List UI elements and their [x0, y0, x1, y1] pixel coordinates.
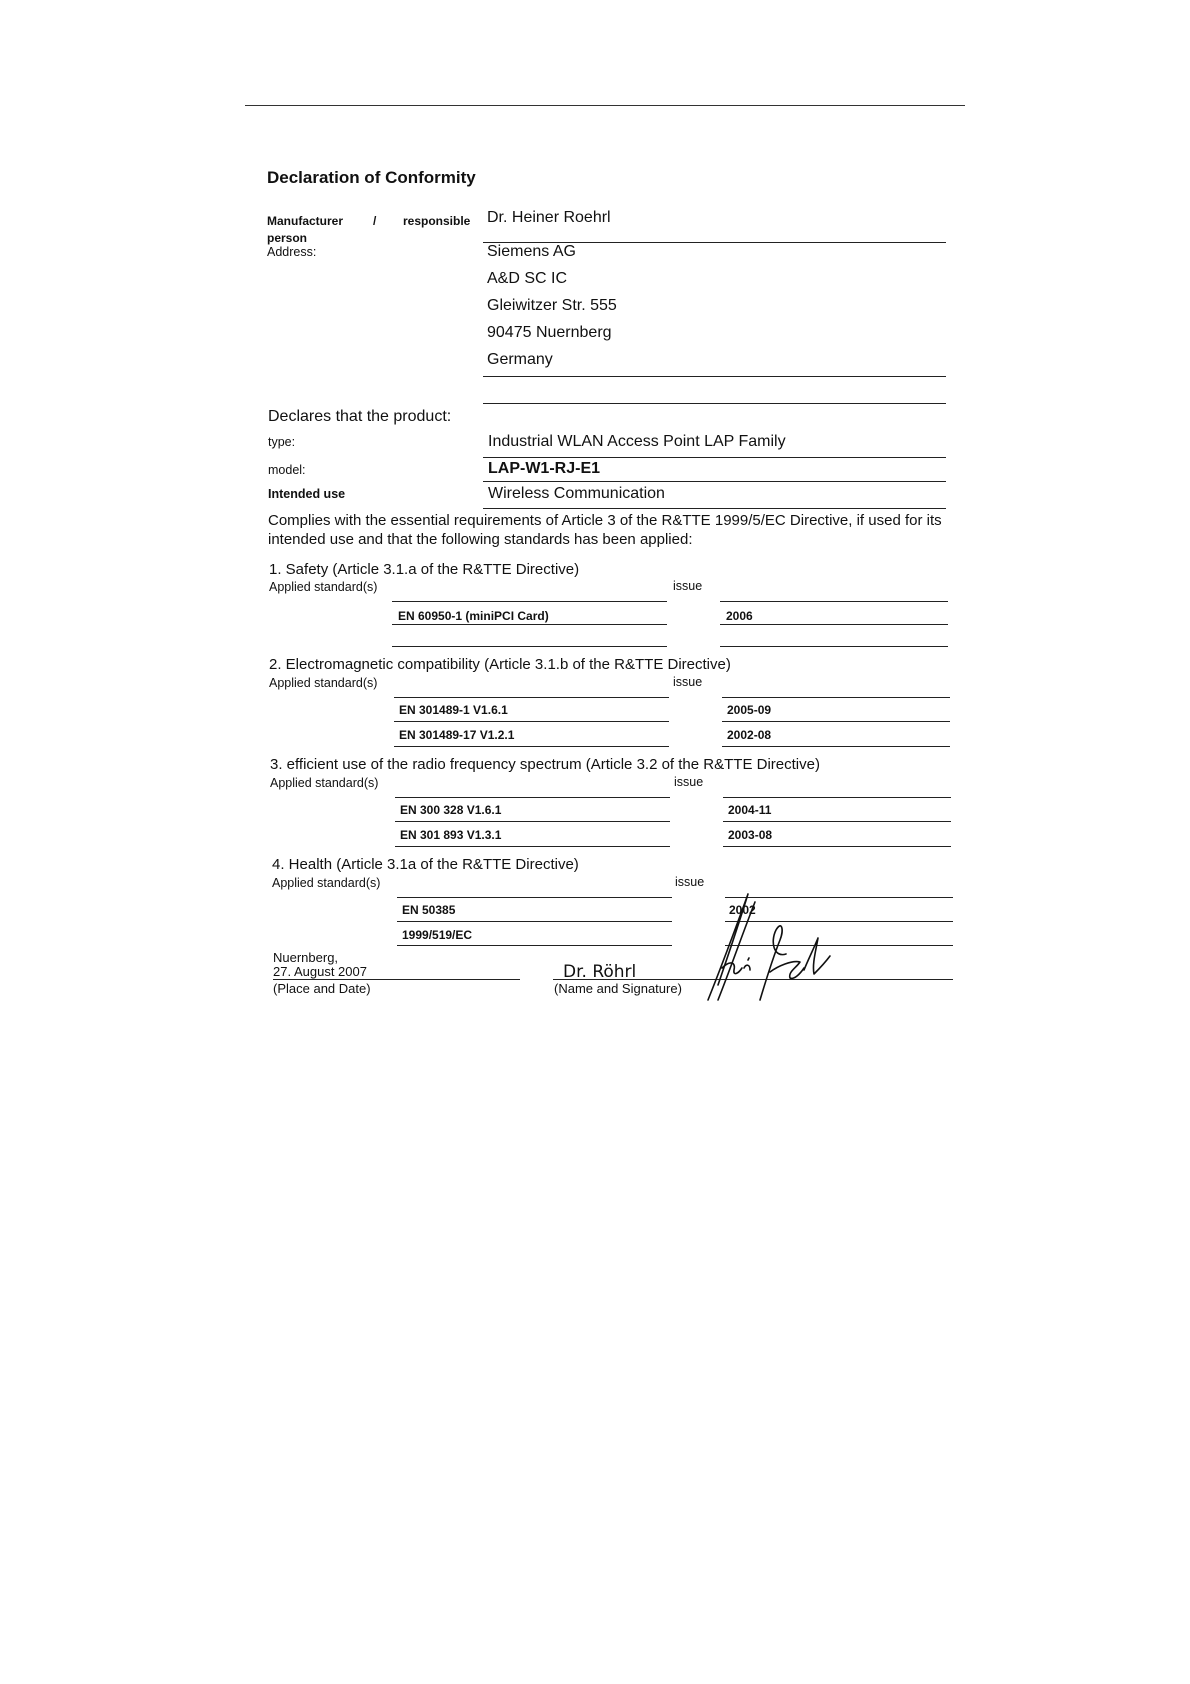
section-3-issue-label: issue [674, 775, 704, 789]
header-rule [245, 105, 965, 106]
section-2-issue-header-rule [722, 697, 950, 698]
address-line-1: Siemens AG [487, 243, 576, 260]
section-2-heading: 2. Electromagnetic compatibility (Article 3.1.b of the R&TTE Directive) [269, 656, 731, 673]
section-2-issue-2: 2002-08 [727, 728, 772, 742]
section-3-row-1-rule [395, 821, 670, 822]
section-3-issue-header-rule [723, 797, 951, 798]
section-4-header-rule [397, 897, 672, 898]
address-rule-2 [483, 403, 946, 404]
section-3-issue-row-1-rule [723, 821, 951, 822]
section-2-issue-row-1-rule [722, 721, 950, 722]
section-4-row-2-rule [397, 945, 672, 946]
section-4-standard-1: EN 50385 [402, 903, 456, 917]
section-1-issue-blank-rule [720, 646, 948, 647]
intended-use-value: Wireless Communication [488, 485, 665, 502]
section-2-row-2-rule [394, 746, 669, 747]
address-line-5: Germany [487, 351, 553, 368]
section-2-row-1-rule [394, 721, 669, 722]
section-4-standard-2: 1999/519/EC [402, 928, 473, 942]
section-1-issue-header-rule [720, 601, 948, 602]
manufacturer-label-separator: / [373, 214, 377, 228]
section-3-header-rule [395, 797, 670, 798]
place-text: Nuernberg, [273, 950, 339, 965]
manufacturer-label: Manufacturer [267, 214, 344, 228]
section-1-issue-row-rule [720, 624, 948, 625]
compliance-statement: Complies with the essential requirements of Article 3 of the R&TTE 1999/5/EC Directive, if used for its intended use and that the following standards has been applied: [268, 512, 942, 548]
address-line-3: Gleiwitzer Str. 555 [487, 297, 617, 314]
section-2-issue-1: 2005-09 [727, 703, 772, 717]
section-3-row-2-rule [395, 846, 670, 847]
section-3-heading: 3. efficient use of the radio frequency spectrum (Article 3.2 of the R&TTE Directive) [270, 756, 820, 773]
type-rule [483, 457, 946, 458]
section-2-standard-2: EN 301489-17 V1.2.1 [399, 728, 515, 742]
section-1-applied-label: Applied standard(s) [269, 580, 378, 594]
section-1-row-rule [392, 624, 667, 625]
date-text: 27. August 2007 [273, 964, 367, 979]
address-label: Address: [267, 245, 317, 259]
section-2-applied-label: Applied standard(s) [269, 676, 378, 690]
address-rule [483, 376, 946, 377]
intended-use-label: Intended use [268, 487, 346, 501]
section-1-standard-1: EN 60950-1 (miniPCI Card) [398, 609, 549, 623]
section-2-header-rule [394, 697, 669, 698]
model-value: LAP-W1-RJ-E1 [488, 460, 601, 477]
manufacturer-name: Dr. Heiner Roehrl [487, 209, 611, 226]
place-date-rule [273, 979, 520, 980]
product-heading: Declares that the product: [268, 408, 452, 425]
section-4-row-1-rule [397, 921, 672, 922]
section-3-issue-1: 2004-11 [728, 803, 772, 817]
section-3-standard-1: EN 300 328 V1.6.1 [400, 803, 502, 817]
intended-use-rule [483, 508, 946, 509]
responsible-label: responsible [403, 214, 471, 228]
section-2-issue-label: issue [673, 675, 703, 689]
section-3-issue-row-2-rule [723, 846, 951, 847]
section-4-heading: 4. Health (Article 3.1a of the R&TTE Directive) [272, 856, 579, 873]
section-4-issue-1: 2002 [729, 903, 756, 917]
section-1-blank-rule [392, 646, 667, 647]
section-3-applied-label: Applied standard(s) [270, 776, 379, 790]
section-3-issue-2: 2003-08 [728, 828, 773, 842]
section-1-header-rule [392, 601, 667, 602]
person-label: person [267, 231, 308, 245]
section-2-standard-1: EN 301489-1 V1.6.1 [399, 703, 508, 717]
type-label: type: [268, 435, 296, 449]
section-1-issue-label: issue [673, 579, 703, 593]
section-1-heading: 1. Safety (Article 3.1.a of the R&TTE Directive) [269, 561, 580, 578]
document-title: Declaration of Conformity [267, 168, 476, 187]
section-4-issue-label: issue [675, 875, 705, 889]
section-2-issue-row-2-rule [722, 746, 950, 747]
type-value: Industrial WLAN Access Point LAP Family [488, 433, 786, 450]
name-signature-label: (Name and Signature) [554, 981, 682, 996]
place-date-label: (Place and Date) [273, 981, 371, 996]
section-4-applied-label: Applied standard(s) [272, 876, 381, 890]
address-line-4: 90475 Nuernberg [487, 324, 612, 341]
section-3-standard-2: EN 301 893 V1.3.1 [400, 828, 502, 842]
address-line-2: A&D SC IC [487, 270, 568, 287]
section-1-issue-1: 2006 [726, 609, 753, 623]
typed-name: Dr. Röhrl [563, 962, 637, 982]
handwritten-signature [700, 890, 840, 1005]
model-rule [483, 481, 946, 482]
model-label: model: [268, 463, 306, 477]
